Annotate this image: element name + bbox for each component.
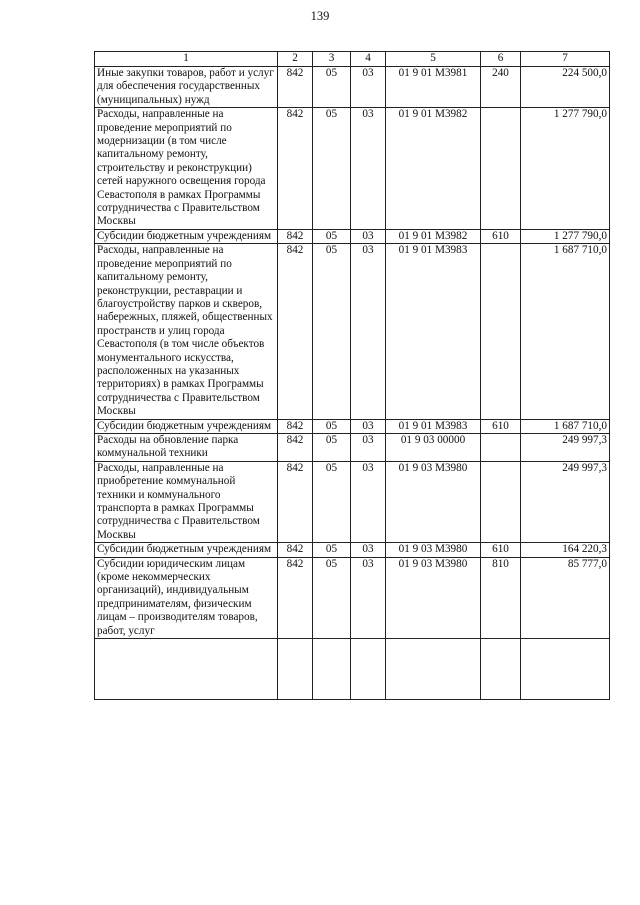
section-code-cell: 05: [313, 433, 351, 461]
expense-name-cell: Субсидии юридическим лицам (кроме некоммерческих организаций), индивидуальным предпринимателям, физическим лицам – производителям товаров, работ, услуг: [95, 557, 278, 638]
ministry-code-cell: 842: [278, 67, 313, 108]
budget-table: [94, 51, 610, 700]
subsection-code-cell: 03: [351, 244, 386, 419]
column-number: 7: [521, 52, 610, 67]
expense-type-cell: [481, 433, 521, 461]
expense-type-cell: 610: [481, 229, 521, 243]
target-article-cell: 01 9 01 М3983: [386, 419, 481, 433]
table-continuation: [95, 639, 610, 700]
expense-type-cell: [481, 244, 521, 419]
table-row: [95, 557, 610, 638]
target-article-cell: 01 9 01 М3982: [386, 229, 481, 243]
expense-name-cell: Расходы на обновление парка коммунальной техники: [95, 433, 278, 461]
ministry-code-cell: 842: [278, 244, 313, 419]
column-number: 1: [95, 52, 278, 67]
ministry-code-cell: 842: [278, 557, 313, 638]
expense-name-cell: Расходы, направленные на проведение мероприятий по капитальному ремонту, реконструкции, реставрации и благоустройству парков и скверов, набережных, пляжей, общественных пространств и улиц города Севастополя (в том числе объектов монументального искусства, расположенных на указанных территориях) в рамках Программы сотрудничества с Правительством Москвы: [95, 244, 278, 419]
expense-type-cell: 610: [481, 543, 521, 557]
amount-cell: 1 277 790,0: [521, 108, 610, 230]
expense-type-cell: 810: [481, 557, 521, 638]
section-code-cell: 05: [313, 108, 351, 230]
target-article-cell: 01 9 03 М3980: [386, 557, 481, 638]
target-article-cell: 01 9 01 М3983: [386, 244, 481, 419]
table-row: [95, 419, 610, 433]
subsection-code-cell: 03: [351, 543, 386, 557]
subsection-code-cell: 03: [351, 108, 386, 230]
expense-name-cell: Расходы, направленные на проведение мероприятий по модернизации (в том числе капитальному ремонту, строительству и реконструкции) сетей наружного освещения города Севастополя в рамках Программы сотрудничества с Правительством Москвы: [95, 108, 278, 230]
amount-cell: 224 500,0: [521, 67, 610, 108]
amount-cell: 1 687 710,0: [521, 419, 610, 433]
table-row: [95, 229, 610, 243]
section-code-cell: 05: [313, 557, 351, 638]
column-number-row: [95, 52, 610, 67]
table-row: [95, 244, 610, 419]
table-row: [95, 461, 610, 542]
amount-cell: 1 277 790,0: [521, 229, 610, 243]
section-code-cell: 05: [313, 461, 351, 542]
subsection-code-cell: 03: [351, 557, 386, 638]
subsection-code-cell: 03: [351, 67, 386, 108]
column-number: 2: [278, 52, 313, 67]
expense-name-cell: Субсидии бюджетным учреждениям: [95, 543, 278, 557]
expense-type-cell: [481, 461, 521, 542]
amount-cell: 249 997,3: [521, 461, 610, 542]
expense-name-cell: Субсидии бюджетным учреждениям: [95, 229, 278, 243]
ministry-code-cell: 842: [278, 433, 313, 461]
ministry-code-cell: 842: [278, 419, 313, 433]
ministry-code-cell: 842: [278, 108, 313, 230]
section-code-cell: 05: [313, 419, 351, 433]
column-number: 6: [481, 52, 521, 67]
amount-cell: 249 997,3: [521, 433, 610, 461]
subsection-code-cell: 03: [351, 229, 386, 243]
expense-name-cell: Расходы, направленные на приобретение коммунальной техники и коммунального транспорта в рамках Программы сотрудничества с Правительством Москвы: [95, 461, 278, 542]
section-code-cell: 05: [313, 244, 351, 419]
target-article-cell: 01 9 03 М3980: [386, 461, 481, 542]
amount-cell: 1 687 710,0: [521, 244, 610, 419]
table-row: [95, 433, 610, 461]
amount-cell: 164 220,3: [521, 543, 610, 557]
ministry-code-cell: 842: [278, 461, 313, 542]
expense-type-cell: 240: [481, 67, 521, 108]
target-article-cell: 01 9 03 00000: [386, 433, 481, 461]
column-number: 5: [386, 52, 481, 67]
table-row: [95, 67, 610, 108]
column-number: 4: [351, 52, 386, 67]
table-row: [95, 543, 610, 557]
target-article-cell: 01 9 01 М3982: [386, 108, 481, 230]
expense-name-cell: Иные закупки товаров, работ и услуг для обеспечения государственных (муниципальных) нужд: [95, 67, 278, 108]
section-code-cell: 05: [313, 543, 351, 557]
page-number: 139: [310, 9, 330, 23]
target-article-cell: 01 9 03 М3980: [386, 543, 481, 557]
expense-name-cell: Субсидии бюджетным учреждениям: [95, 419, 278, 433]
table-row: [95, 108, 610, 230]
section-code-cell: 05: [313, 67, 351, 108]
column-number: 3: [313, 52, 351, 67]
ministry-code-cell: 842: [278, 229, 313, 243]
ministry-code-cell: 842: [278, 543, 313, 557]
subsection-code-cell: 03: [351, 419, 386, 433]
expense-type-cell: [481, 108, 521, 230]
target-article-cell: 01 9 01 М3981: [386, 67, 481, 108]
amount-cell: 85 777,0: [521, 557, 610, 638]
expense-type-cell: 610: [481, 419, 521, 433]
section-code-cell: 05: [313, 229, 351, 243]
subsection-code-cell: 03: [351, 461, 386, 542]
subsection-code-cell: 03: [351, 433, 386, 461]
